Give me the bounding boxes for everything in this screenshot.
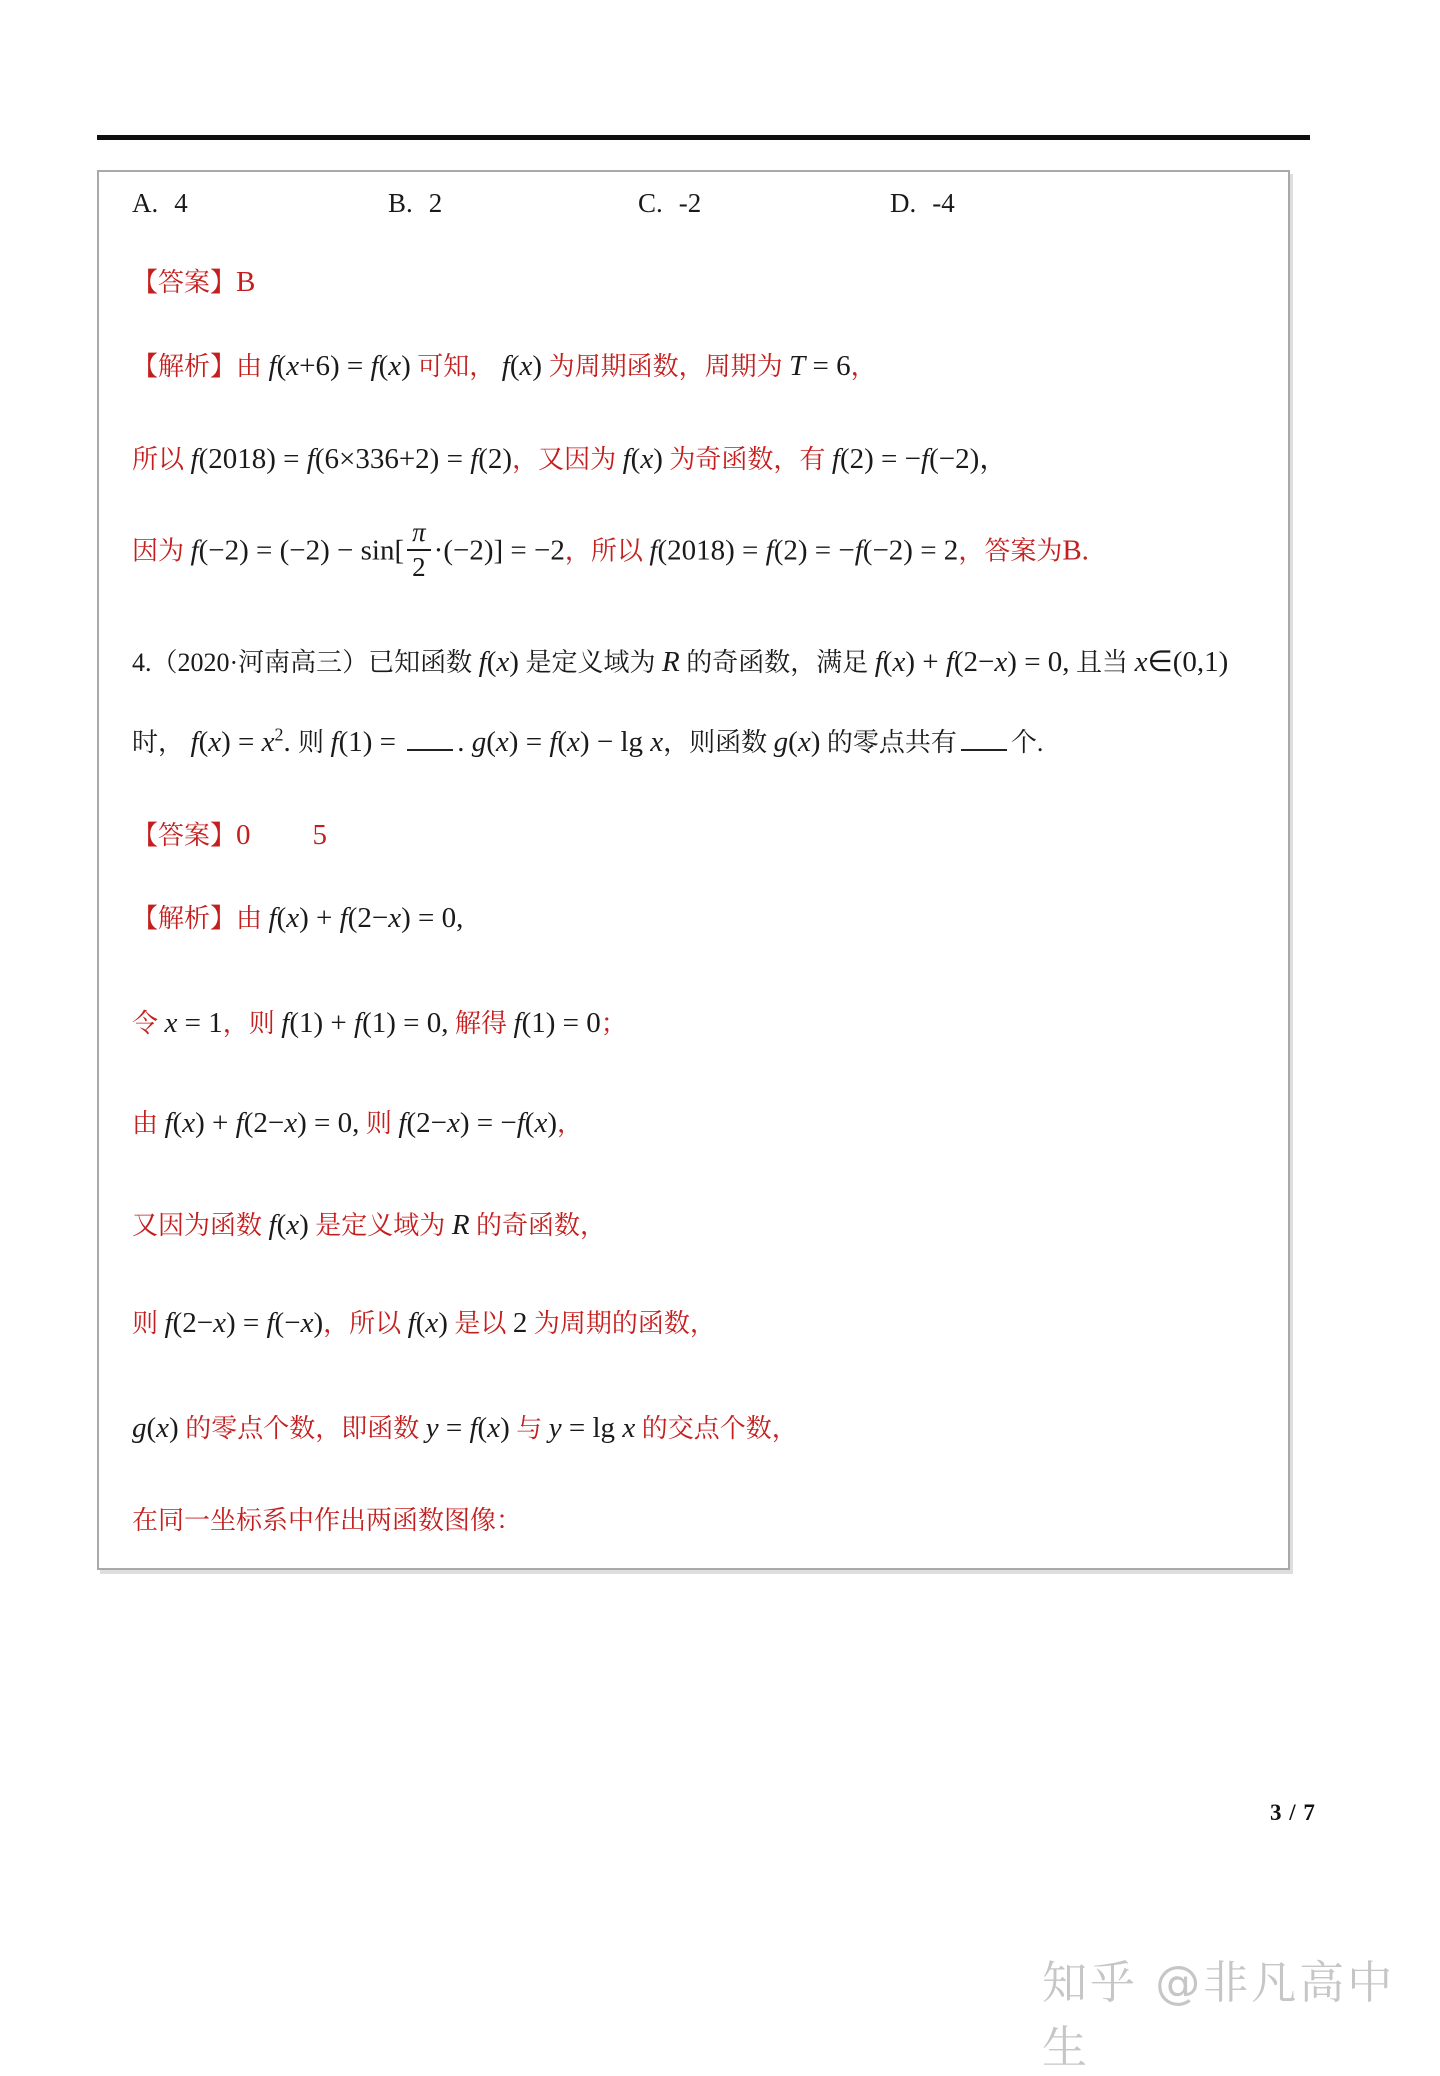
option-a [132, 188, 188, 219]
math-upright-text: sin[ [360, 534, 405, 567]
analysis-q3-line1 [132, 346, 877, 383]
math-text: f(1) = 0 [513, 1007, 601, 1039]
cn-text: 为奇函数，有 [662, 445, 832, 474]
math-upright-text: . [283, 726, 298, 758]
math-upright-text: 2 [512, 1307, 528, 1339]
cn-text: ，则 [222, 1009, 282, 1038]
cn-text: ，所以 [564, 536, 650, 566]
analysis-q4-line3 [132, 1103, 583, 1140]
cn-text: ，答案为 [958, 536, 1063, 566]
cn-text: 的零点共有 [820, 728, 957, 757]
cn-text: 可知， [410, 352, 502, 381]
analysis-q3-line2 [132, 436, 1008, 477]
content-frame [97, 170, 1290, 1570]
math-upright-text: . [457, 726, 472, 758]
math-text: f(1) = [330, 726, 404, 758]
option-b-label: B. [388, 188, 413, 218]
cn-text: 的奇函数， [469, 1211, 607, 1240]
cn-text: 【答案】 [132, 268, 237, 297]
math-text: f(x) + f(2−x) = 0, [164, 1107, 360, 1139]
math-text: f(x+6) = f(x) [268, 350, 411, 382]
math-text: ·(−2)] = −2 [433, 534, 565, 567]
cn-text: 4.（2020·河南高三）已知函数 [132, 648, 479, 677]
cn-text: 为周期的函数， [527, 1309, 716, 1338]
cn-text: 由 [132, 1109, 165, 1138]
math-text: f(x) [478, 646, 519, 678]
cn-text: 为周期函数，周期为 [542, 352, 790, 381]
cn-text: 的交点个数， [635, 1414, 798, 1443]
answer-q3 [132, 262, 255, 299]
math-text: f(x) [268, 1209, 309, 1241]
math-text: y = [548, 1412, 593, 1444]
math-text: f(x) [501, 350, 543, 382]
analysis-q4-line6 [132, 1408, 798, 1445]
option-c-label: C. [638, 188, 663, 218]
option-a-label: A. [132, 188, 159, 218]
fraction: $\frac{\pi}{2}$ [407, 519, 431, 581]
cn-text: 的奇函数，满足 [679, 648, 875, 677]
math-upright-text: B. [1062, 534, 1089, 567]
math-text: R [451, 1209, 470, 1241]
blank-underline [961, 723, 1007, 751]
cn-text: 与 [509, 1414, 549, 1443]
math-text: f(2−x) = −f(x) [398, 1107, 557, 1139]
cn-text: 是以 [447, 1309, 513, 1338]
math-text: f(−2) = (−2) − [190, 534, 361, 567]
cn-text: 则 [359, 1109, 399, 1138]
math-text: f(x) [622, 443, 663, 475]
option-c [638, 188, 701, 219]
math-text: f(2−x) = f(−x) [164, 1307, 324, 1339]
header-rule [97, 135, 1310, 140]
cn-text: 是定义域为 [518, 648, 662, 677]
math-text: g(x) [773, 726, 821, 758]
cn-text: 因为 [132, 536, 191, 566]
math-text: g(x) = f(x) − [471, 726, 621, 758]
answer-options-row [132, 188, 1280, 230]
math-text: x∈(0,1) [1134, 646, 1229, 678]
cn-text: ，则函数 [663, 728, 774, 757]
math-upright-text: lg [592, 1412, 623, 1444]
option-b-value: 2 [428, 188, 443, 218]
math-upright-text: B [236, 266, 256, 298]
math-text: f(2) = −f(−2) [831, 443, 980, 475]
cn-text: 令 [132, 1009, 165, 1038]
cn-text: ，所以 [323, 1309, 408, 1338]
math-text: f(x) [407, 1307, 448, 1339]
question-4-line1 [132, 642, 1228, 679]
math-text: f(1) + f(1) = 0, [281, 1007, 449, 1039]
cn-text: 【答案】 [132, 821, 237, 850]
cn-text: 时， [132, 728, 191, 757]
cn-text: 个. [1010, 728, 1044, 757]
math-text: f(x) + f(2−x) = 0, [874, 646, 1070, 678]
analysis-q4-line7 [132, 1500, 522, 1537]
cn-text: 所以 [132, 445, 191, 474]
math-text: y = f(x) [425, 1412, 510, 1444]
analysis-q4-line4 [132, 1205, 606, 1242]
option-d-value: -4 [932, 188, 955, 218]
cn-text: 又因为函数 [132, 1211, 269, 1240]
analysis-q3-line3 [132, 519, 1089, 581]
math-text: x [622, 1412, 636, 1444]
math-text: f(2018) = f(2) = −f(−2) = 2 [649, 534, 959, 567]
option-a-value: 4 [174, 188, 188, 218]
math-text: f(x) = x [190, 726, 275, 758]
math-text: R [661, 646, 680, 678]
cn-text: 解得 [448, 1009, 514, 1038]
math-text: x = 1 [164, 1007, 223, 1039]
cn-text: 则 [132, 1309, 165, 1338]
cn-text: 【解析】由 [132, 352, 269, 381]
math-text: x [650, 726, 664, 758]
question-4-line2 [132, 722, 1043, 759]
blank-underline [407, 723, 453, 751]
math-upright-text: ， [979, 443, 1009, 475]
superscript: 2 [274, 724, 284, 745]
math-upright-text: lg [620, 726, 651, 758]
option-b [388, 188, 442, 219]
cn-text: ，又因为 [512, 445, 623, 474]
math-text: f(2018) = f(6×336+2) = f(2) [190, 443, 513, 475]
cn-text: 在同一坐标系中作出两函数图像： [132, 1506, 523, 1535]
answer-q4 [132, 815, 327, 852]
cn-text: 且当 [1069, 648, 1135, 677]
watermark: 知乎 @非凡高中生 [1042, 1956, 1396, 2074]
cn-text: ， [850, 352, 877, 381]
cn-text: ； [600, 1009, 627, 1038]
math-text: g(x) [132, 1412, 179, 1444]
analysis-q4-line5 [132, 1303, 716, 1340]
cn-text: ， [556, 1109, 583, 1138]
analysis-q4-line1 [132, 898, 463, 935]
cn-text: 【解析】由 [132, 904, 269, 933]
math-text: T = 6 [789, 350, 851, 382]
option-c-value: -2 [678, 188, 702, 218]
analysis-q4-line2 [132, 1003, 627, 1040]
page-number: 3 / 7 [1270, 1800, 1316, 1825]
option-d-label: D. [890, 188, 917, 218]
math-upright-text: 0 [236, 819, 251, 851]
math-upright-text: 5 [312, 819, 328, 851]
math-text: f(x) + f(2−x) = 0, [268, 902, 464, 934]
cn-text: 是定义域为 [308, 1211, 452, 1240]
cn-text: 则 [298, 728, 331, 757]
option-d [890, 188, 955, 219]
cn-text: 的零点个数，即函数 [178, 1414, 426, 1443]
